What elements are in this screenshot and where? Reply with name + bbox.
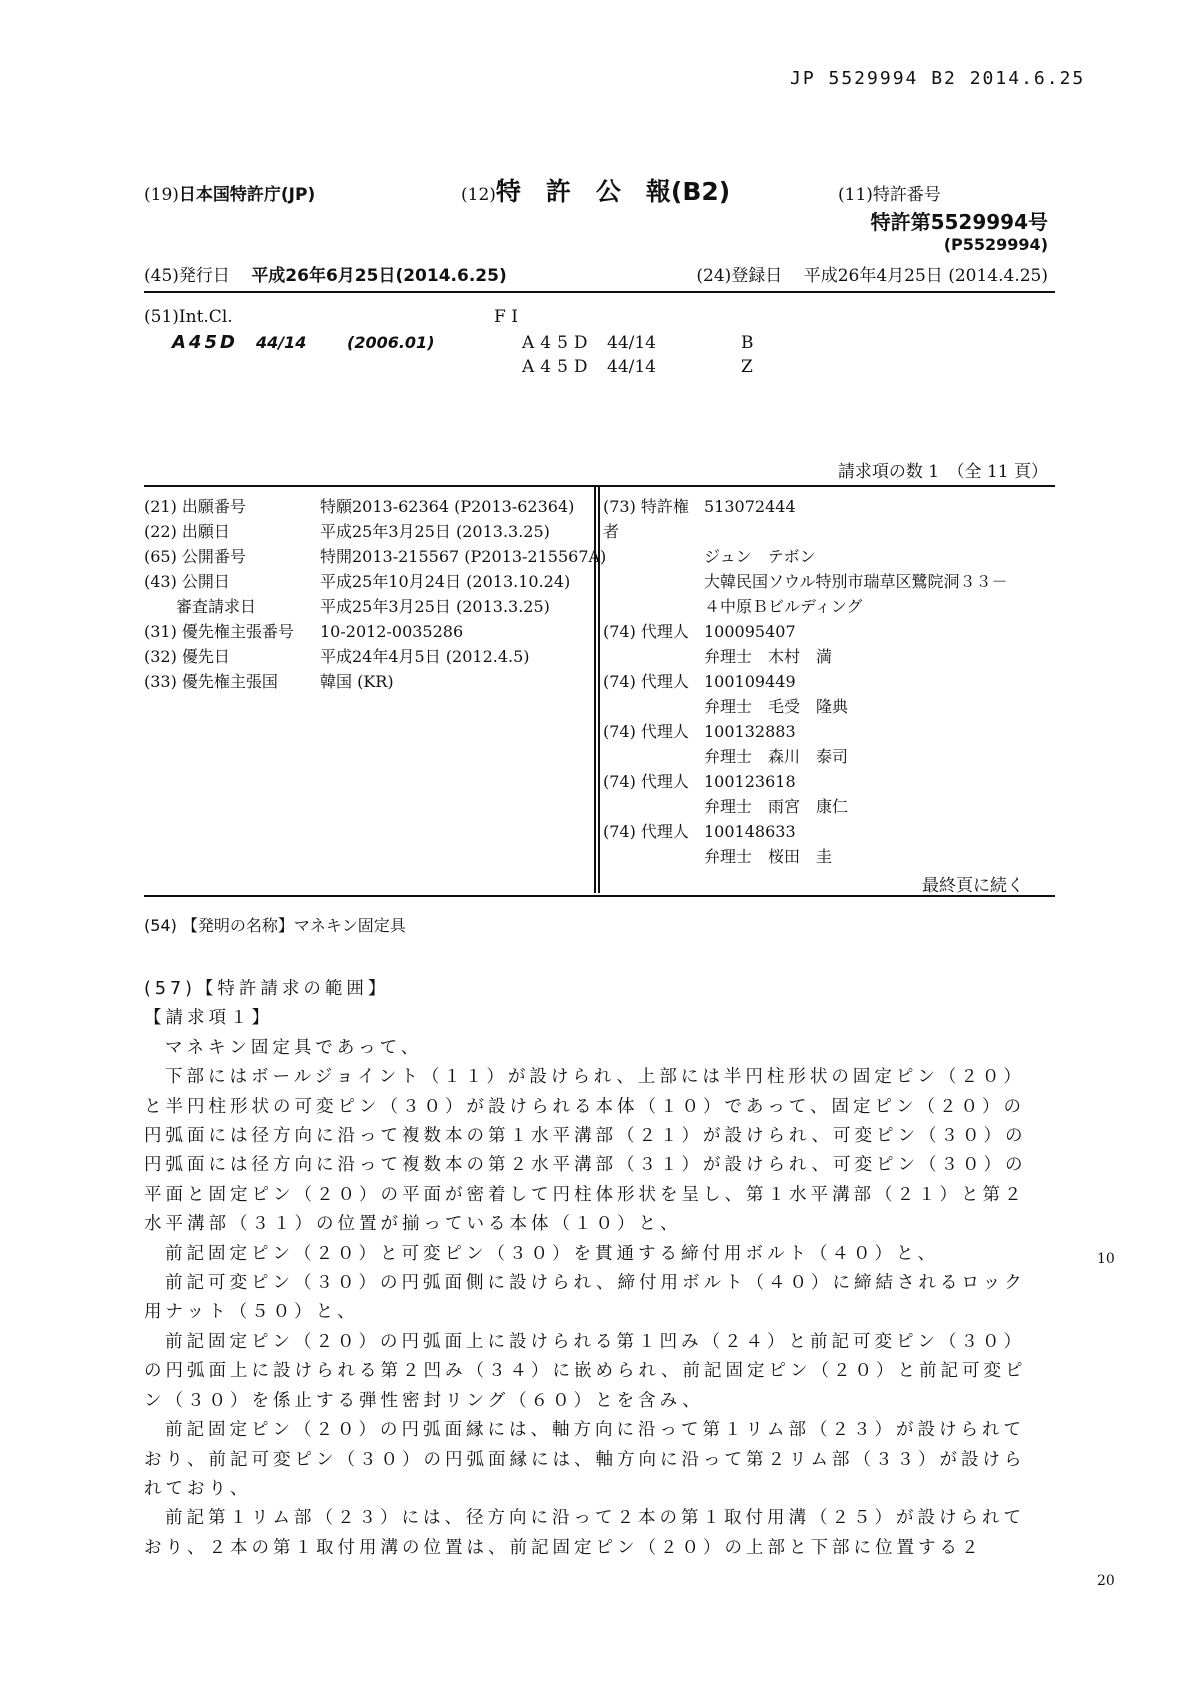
fi-label: F I <box>494 307 518 327</box>
bib-row <box>603 544 1008 569</box>
issue-num: (45) <box>144 266 179 286</box>
issue-date-row <box>144 261 507 286</box>
bib-row <box>603 569 1008 594</box>
bib-row <box>603 494 1008 544</box>
bib-key <box>603 844 704 869</box>
fi-code-2: A45D <box>522 357 594 377</box>
office-name: 日本国特許庁(JP) <box>178 185 316 205</box>
intcl-version: (2006.01) <box>347 333 435 352</box>
column-divider-left <box>594 487 596 893</box>
bib-key <box>603 744 704 769</box>
bib-value: 弁理士 森川 泰司 <box>704 747 849 766</box>
claim-paragraph: 下部にはボールジョイント（１１）が設けられ、上部には半円柱形状の固定ピン（２０）と半円柱形状の可変ピン（３０）が設けられる本体（１０）であって、固定ピン（２０）の円弧面には径方向に沿って複数本の第１水平溝部（２１）が設けられ、可変ピン（３０）の円弧面には径方向に沿って複数本の第２水平溝部（３１）が設けられ、可変ピン（３０）の平面と固定ピン（２０）の平面が密着して円柱体形状を呈し、第１水平溝部（２１）と第２水平溝部（３１）の位置が揃っている本体（１０）と、 <box>144 1067 1027 1235</box>
bib-value: 100123618 <box>704 772 796 791</box>
bib-value: 弁理士 雨宮 康仁 <box>704 797 849 816</box>
bib-key: (74) 代理人 <box>603 672 689 691</box>
column-divider-right <box>598 487 600 893</box>
patent-number-alt: (P5529994) <box>943 235 1048 254</box>
bib-value: 大韓民国ソウル特別市瑞草区鷺院洞３３－ <box>704 572 1008 591</box>
bib-value: 韓国 (KR) <box>320 672 394 691</box>
bib-row <box>603 769 1008 794</box>
bib-row <box>144 519 606 544</box>
intcl-group: 44/14 <box>256 333 307 352</box>
patent-number-label <box>838 180 941 205</box>
claims-count: 請求項の数 1 （全 11 頁） <box>837 462 1048 482</box>
continued-note: 最終頁に続く <box>922 876 1024 896</box>
claim-paragraph: 前記固定ピン（２０）の円弧面縁には、軸方向に沿って第１リム部（２３）が設けられており、前記可変ピン（３０）の円弧面縁には、軸方向に沿って第２リム部（３３）が設けられており、 <box>144 1420 1026 1499</box>
invention-title: (54) 【発明の名称】マネキン固定具 <box>144 916 406 935</box>
bib-row <box>144 594 606 619</box>
bib-value: 平成25年10月24日 (2013.10.24) <box>320 572 571 591</box>
bib-key: (31) 優先権主張番号 <box>144 622 294 641</box>
office-num: (19) <box>144 185 179 205</box>
bib-value: 100095407 <box>704 622 796 641</box>
bib-key: (73) 特許権者 <box>603 497 689 541</box>
bib-row <box>603 819 1008 844</box>
bib-row <box>603 619 1008 644</box>
claim-paragraph: 前記固定ピン（２０）の円弧面上に設けられる第１凹み（２４）と前記可変ピン（３０）の円弧面上に設けられる第２凹み（３４）に嵌められ、前記固定ピン（２０）と前記可変ピン（３０）を係止する弾性密封リング（６０）とを含み、 <box>144 1331 1027 1411</box>
bibliographic-right <box>603 494 1008 869</box>
publication-reference: JP 5529994 B2 2014.6.25 <box>790 68 1086 89</box>
intcl-num: (51) <box>144 307 179 327</box>
issue-date: 平成26年6月25日(2014.6.25) <box>251 266 507 286</box>
office-label <box>144 180 315 205</box>
bib-row <box>144 544 606 569</box>
claims-heading: (57)【特許請求の範囲】 <box>144 979 390 999</box>
divider-top <box>144 291 1055 293</box>
bib-row <box>144 644 606 669</box>
patent-number-label-num: (11) <box>838 185 873 205</box>
patent-number-label-text: 特許番号 <box>872 185 941 205</box>
reg-num: (24) <box>696 266 732 286</box>
kind-title: 特 許 公 報(B2) <box>495 177 731 206</box>
publication-kind <box>461 172 730 208</box>
bibliographic-left <box>144 494 606 694</box>
issue-label: 発行日 <box>178 266 230 286</box>
bib-value: 平成25年3月25日 (2013.3.25) <box>320 522 550 541</box>
claims-section <box>144 975 1044 1563</box>
claim-paragraph: 前記第１リム部（２３）には、径方向に沿って２本の第１取付用溝（２５）が設けられており、２本の第１取付用溝の位置は、前記固定ピン（２０）の上部と下部に位置する２ <box>144 1508 1025 1558</box>
intcl-label <box>144 307 233 327</box>
bib-key: (74) 代理人 <box>603 622 689 641</box>
reg-date: 平成26年4月25日 (2014.4.25) <box>803 266 1048 286</box>
bib-key <box>603 569 704 594</box>
bib-value: 平成24年4月5日 (2012.4.5) <box>320 647 530 666</box>
line-number: 10 <box>1097 1251 1115 1267</box>
bib-value: 特開2013-215567 (P2013-215567A) <box>320 547 607 566</box>
divider-bib-bottom <box>144 895 1055 897</box>
bib-row <box>603 669 1008 694</box>
bib-row <box>603 794 1008 819</box>
bib-value: ジュン テボン <box>704 547 816 566</box>
bib-value: 弁理士 木村 満 <box>704 647 833 666</box>
fi-code-1: A45D <box>522 333 594 353</box>
kind-num: (12) <box>461 185 496 205</box>
bib-value: 100132883 <box>704 722 796 741</box>
bib-row <box>144 494 606 519</box>
fi-suffix-1: B <box>741 333 754 353</box>
bib-key: (32) 優先日 <box>144 647 230 666</box>
bib-key: (33) 優先権主張国 <box>144 672 278 691</box>
bib-key <box>603 544 704 569</box>
line-number: 20 <box>1097 1573 1115 1589</box>
claim-paragraph: マネキン固定具であって、 <box>165 1037 423 1058</box>
fi-group-1: 44/14 <box>607 333 656 353</box>
bib-value: 100109449 <box>704 672 796 691</box>
fi-suffix-2: Z <box>741 357 753 377</box>
registration-date-row <box>696 261 1048 286</box>
claim-1-heading: 【請求項１】 <box>144 1008 273 1029</box>
bib-key <box>603 594 704 619</box>
patent-number: 特許第5529994号 <box>870 210 1048 234</box>
bib-row <box>603 719 1008 744</box>
bib-value: 弁理士 桜田 圭 <box>704 847 833 866</box>
bib-value: 513072444 <box>704 497 796 516</box>
bib-value: 平成25年3月25日 (2013.3.25) <box>320 597 550 616</box>
bib-row <box>144 569 606 594</box>
bib-row <box>603 594 1008 619</box>
bib-key <box>603 694 704 719</box>
bib-key <box>603 794 704 819</box>
bib-row <box>144 619 606 644</box>
bib-key: (74) 代理人 <box>603 822 689 841</box>
bib-value: 100148633 <box>704 822 796 841</box>
bib-key: (22) 出願日 <box>144 522 230 541</box>
bib-key: (21) 出願番号 <box>144 497 246 516</box>
bib-key: (74) 代理人 <box>603 772 689 791</box>
bib-value: 10-2012-0035286 <box>320 622 464 641</box>
intcl-code: A45D <box>172 332 238 353</box>
bib-key <box>603 644 704 669</box>
bib-row <box>603 744 1008 769</box>
bib-key: (74) 代理人 <box>603 722 689 741</box>
bib-key: (65) 公開番号 <box>144 547 246 566</box>
bib-value: ４中原Ｂビルディング <box>704 597 863 616</box>
bib-row <box>144 669 606 694</box>
reg-label: 登録日 <box>731 266 783 286</box>
intcl-label-text: Int.Cl. <box>178 307 233 327</box>
bib-row <box>603 644 1008 669</box>
bib-value: 特願2013-62364 (P2013-62364) <box>320 497 575 516</box>
claim-paragraph: 前記可変ピン（３０）の円弧面側に設けられ、締付用ボルト（４０）に締結されるロック用ナット（５０）と、 <box>144 1273 1026 1323</box>
bib-key: (43) 公開日 <box>144 572 230 591</box>
fi-group-2: 44/14 <box>607 357 656 377</box>
bib-key: 審査請求日 <box>144 597 257 616</box>
claim-paragraph: 前記固定ピン（２０）と可変ピン（３０）を貫通する締付用ボルト（４０）と、 <box>165 1243 939 1264</box>
bib-row <box>603 694 1008 719</box>
bib-value: 弁理士 毛受 隆典 <box>704 697 849 716</box>
bib-row <box>603 844 1008 869</box>
